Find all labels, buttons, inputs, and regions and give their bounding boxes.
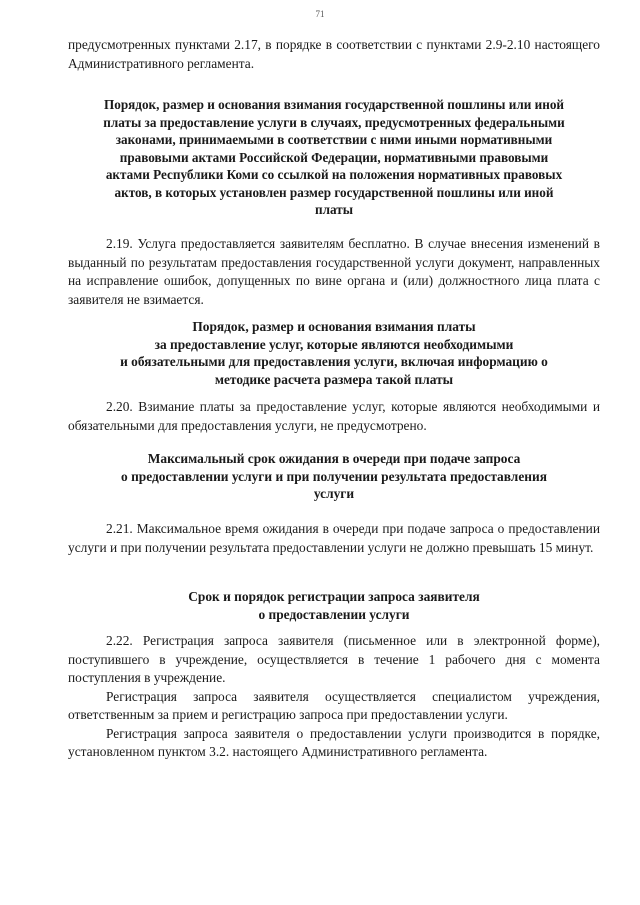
- paragraph-registration-specialist: Регистрация запроса заявителя осуществляется специалистом учреждения, ответственным за прием и регистрацию запроса при предоставлении услуги.: [68, 688, 600, 722]
- heading-fee-line: платы за предоставление услуги в случаях, предусмотренных федеральными: [103, 114, 565, 130]
- paragraph-2-21: 2.21. Максимальное время ожидания в очереди при подаче запроса о предоставлении услуги и при получении результата предоставлении услуги не должно превышать 15 минут.: [68, 521, 600, 555]
- paragraph-continuation: предусмотренных пунктами 2.17, в порядке в соответствии с пунктами 2.9-2.10 настоящего Административного регламента.: [68, 37, 600, 71]
- heading-payment-line: методике расчета размера такой платы: [214, 371, 454, 387]
- heading-payment-line: за предоставление услуг, которые являются необходимыми: [154, 336, 514, 352]
- heading-waiting-line: Максимальный срок ожидания в очереди при подаче запроса: [147, 451, 521, 466]
- section-heading-payment: [68, 318, 600, 388]
- heading-fee-line: актами Республики Коми со ссылкой на положения нормативных правовых: [105, 167, 563, 182]
- paragraph-2-22: 2.22. Регистрация запроса заявителя (письменное или в электронной форме), поступившего в учреждение, осуществляется в течение 1 рабочего дня с момента поступления в учреждение.: [68, 633, 600, 685]
- section-heading-fee: [68, 96, 600, 219]
- paragraph-block-2-22: [68, 632, 600, 762]
- continuation-block: [68, 36, 600, 73]
- section-heading-waiting: [68, 450, 600, 503]
- heading-fee-line: актов, в которых установлен размер государственной пошлины или иной: [114, 184, 554, 200]
- heading-registration-line: Срок и порядок регистрации запроса заявителя: [188, 589, 480, 604]
- paragraph-registration-order: Регистрация запроса заявителя о предоставлении услуги производится в порядке, установленном пунктом 3.2. настоящего Административного регламента.: [68, 725, 600, 759]
- paragraph-2-20: 2.20. Взимание платы за предоставление услуг, которые являются необходимыми и обязательными для предоставления услуги, не предусмотрено.: [68, 399, 600, 433]
- heading-payment-line: и обязательными для предоставления услуги, включая информацию о: [120, 354, 548, 369]
- heading-fee-line: платы: [314, 202, 354, 217]
- paragraph-block-2-21: [68, 520, 600, 557]
- heading-fee-line: законами, принимаемыми в соответствии с ними иными нормативными: [115, 132, 553, 147]
- paragraph-2-19: 2.19. Услуга предоставляется заявителям бесплатно. В случае внесения изменений в выданный по результатам предоставления государственной услуги документ, направленных на исправление ошибок, допущенных по вине органа и (или) должностного лица плата с заявителя не взимается.: [68, 236, 600, 307]
- heading-waiting-line: о предоставлении услуги и при получении результата предоставления: [121, 468, 547, 484]
- paragraph-block-2-19: [68, 235, 600, 309]
- heading-waiting-line: услуги: [313, 486, 355, 501]
- paragraph-block-2-20: [68, 398, 600, 435]
- heading-fee-line: Порядок, размер и основания взимания государственной пошлины или иной: [103, 97, 565, 112]
- heading-registration-line: о предоставлении услуги: [258, 606, 410, 622]
- heading-fee-line: правовыми актами Российской Федерации, нормативными правовыми: [119, 149, 549, 165]
- page-number: 71: [315, 9, 325, 19]
- heading-payment-line: Порядок, размер и основания взимания платы: [192, 319, 476, 334]
- section-heading-registration: [68, 588, 600, 623]
